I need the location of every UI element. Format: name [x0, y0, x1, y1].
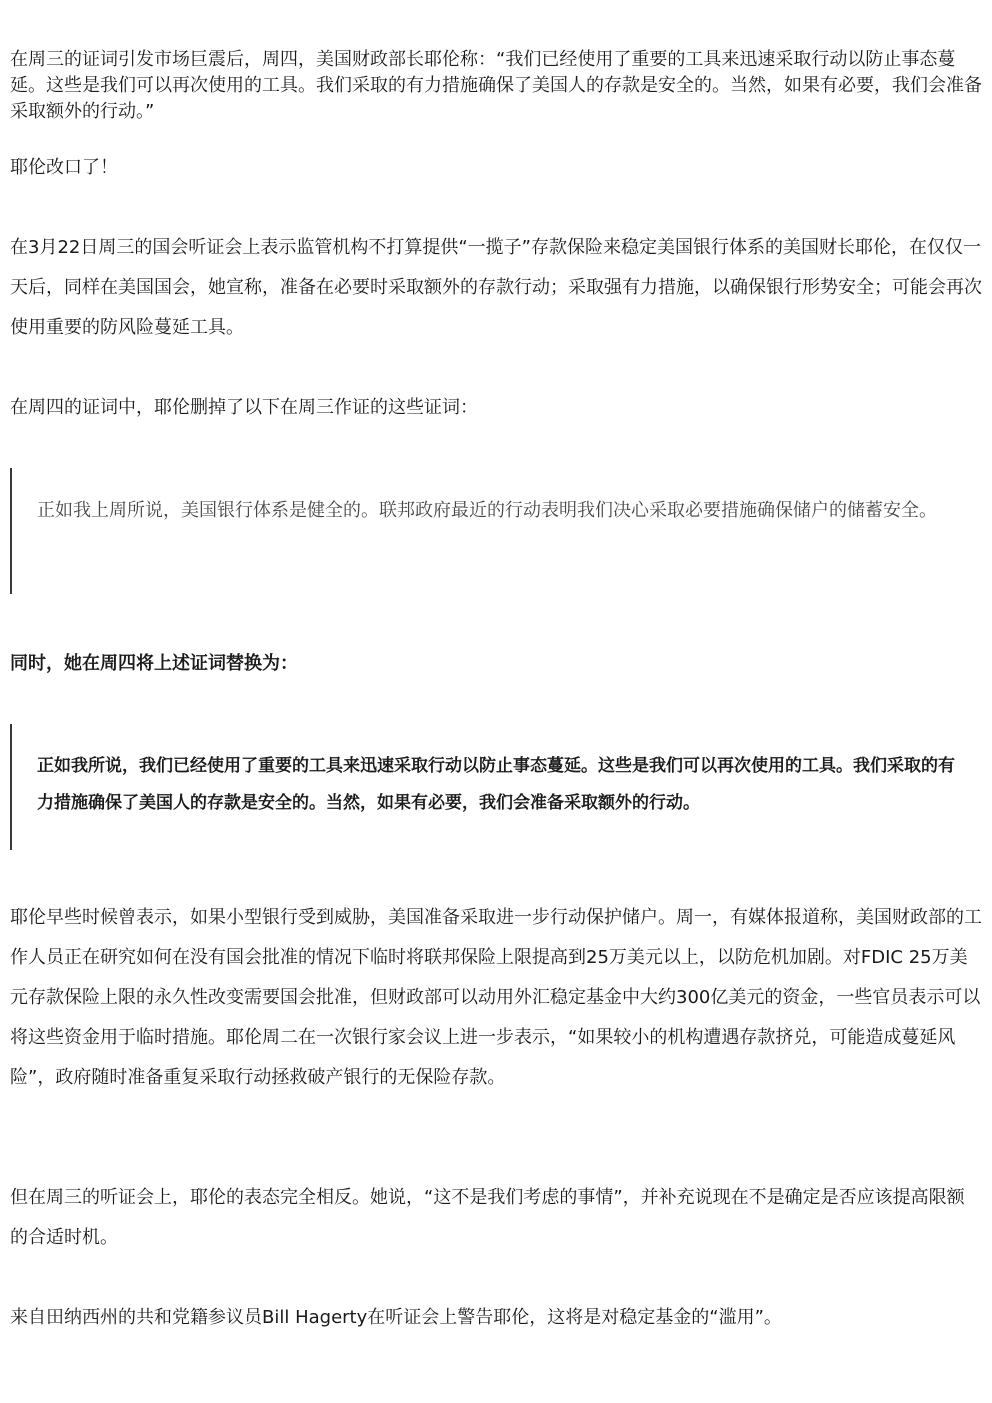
blockquote-text: 正如我所说，我们已经使用了重要的工具来迅速采取行动以防止事态蔓延。这些是我们可以再次使用的工具。我们采取的有力措施确保了美国人的存款是安全的。当然，如果有必要，我们会准备采取额外的行动。 — [37, 756, 955, 813]
blockquote-thursday-testimony — [10, 724, 962, 850]
paragraph-senator-warning: 来自田纳西州的共和党籍参议员Bill Hagerty在听证会上警告耶伦，这将是对稳定基金的“滥用”。 — [10, 1307, 782, 1328]
paragraph-yellen-changed-stance: 耶伦改口了！ — [10, 157, 118, 178]
paragraph-replacement-intro: 同时，她在周四将上述证词替换为： — [10, 653, 298, 674]
paragraph-deleted-testimony-intro: 在周四的证词中，耶伦删掉了以下在周三作证的这些证词： — [10, 397, 478, 418]
paragraph-yellen-thursday-statement: 在周三的证词引发市场巨震后，周四，美国财政部长耶伦称：“我们已经使用了重要的工具来迅速采取行动以防止事态蔓延。这些是我们可以再次使用的工具。我们采取的有力措施确保了美国人的存款是安全的。当然，如果有必要，我们会准备采取额外的行动。” — [10, 49, 982, 122]
blockquote-text: 正如我上周所说，美国银行体系是健全的。联邦政府最近的行动表明我们决心采取必要措施确保储户的储蓄安全。 — [37, 500, 937, 521]
paragraph-earlier-remarks: 耶伦早些时候曾表示，如果小型银行受到威胁，美国准备采取进一步行动保护储户。周一，有媒体报道称，美国财政部的工作人员正在研究如何在没有国会批准的情况下临时将联邦保险上限提高到25万美元以上，以防危机加剧。对FDIC 25万美元存款保险上限的永久性改变需要国会批准，但财政部可以动用外汇稳定基金中大约300亿美元的资金，一些官员表示可以将这些资金用于临时措施。耶伦周二在一次银行家会议上进一步表示，“如果较小的机构遭遇存款挤兑，可能造成蔓延风险”，政府随时准备重复采取行动拯救破产银行的无保险存款。 — [10, 907, 982, 1088]
blockquote-wednesday-testimony — [10, 468, 962, 594]
paragraph-hearing-background: 在3月22日周三的国会听证会上表示监管机构不打算提供“一揽子”存款保险来稳定美国银行体系的美国财长耶伦，在仅仅一天后，同样在美国国会，她宣称，准备在必要时采取额外的存款行动；采取强有力措施，以确保银行形势安全；可能会再次使用重要的防风险蔓延工具。 — [10, 237, 982, 338]
paragraph-wednesday-hearing: 但在周三的听证会上，耶伦的表态完全相反。她说，“这不是我们考虑的事情”，并补充说现在不是确定是否应该提高限额的合适时机。 — [10, 1187, 965, 1248]
